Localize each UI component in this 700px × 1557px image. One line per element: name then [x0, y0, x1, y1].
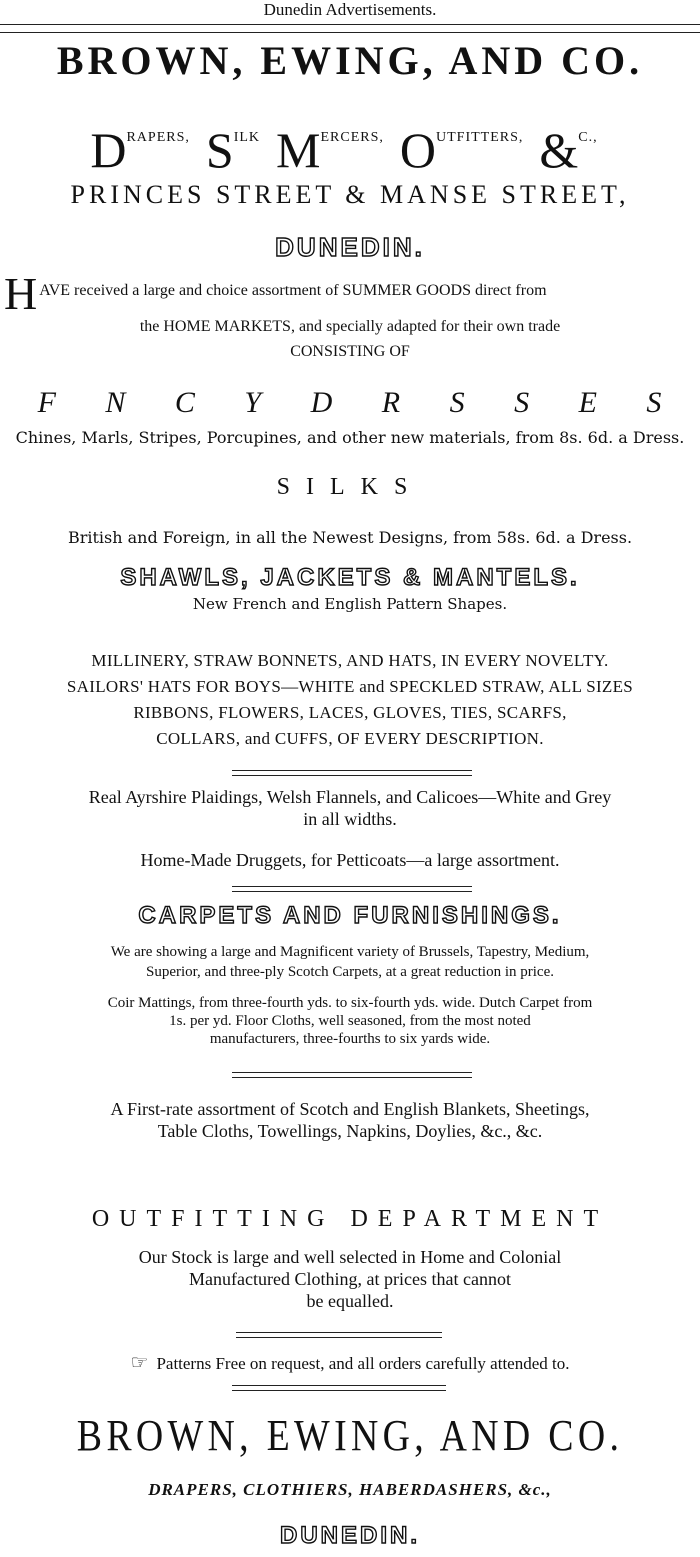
plaidings-line: in all widths.: [303, 809, 397, 829]
intro-line-2: the HOME MARKETS, and specially adapted for their own trade: [139, 318, 561, 335]
patterns-line: [0, 1350, 700, 1375]
carpets-heading: CARPETS AND FURNISHINGS.: [138, 902, 562, 929]
trade-etc: &C.,: [539, 122, 598, 178]
druggets-text: Home-Made Druggets, for Petticoats—a large assortment.: [140, 850, 560, 870]
running-title: Dunedin Advertisements.: [263, 0, 437, 19]
trade-mercers: MERCERS,: [276, 122, 384, 178]
outfitting-line: Our Stock is large and well selected in Home and Colonial: [138, 1247, 562, 1267]
intro-line-1: AVE received a large and choice assortment of SUMMER GOODS direct from: [39, 282, 547, 299]
trade-outfitters: OUTFITTERS,: [399, 122, 524, 178]
divider: [232, 770, 472, 776]
silks-text: British and Foreign, in all the Newest Designs, from 58s. 6d. a Dress.: [67, 528, 633, 547]
outfitting-line: be equalled.: [306, 1291, 394, 1311]
shawls-heading: SHAWLS, JACKETS & MANTELS.: [120, 564, 580, 591]
firm-name: BROWN, EWING, AND CO.: [56, 38, 644, 83]
divider: [232, 1385, 446, 1391]
trade-silk: SILK: [205, 122, 261, 178]
millinery-line: RIBBONS, FLOWERS, LACES, GLOVES, TIES, SCARFS,: [133, 703, 567, 722]
plaidings-block: [0, 786, 700, 830]
city-heading: DUNEDIN.: [275, 232, 425, 262]
millinery-line: COLLARS, and CUFFS, OF EVERY DESCRIPTION.: [156, 729, 544, 748]
pointing-hand-icon: ☞: [130, 1352, 149, 1374]
shawls-text: New French and English Pattern Shapes.: [192, 595, 508, 613]
blankets-block: [0, 1098, 700, 1142]
trades-line: [0, 108, 700, 181]
millinery-block: [0, 648, 700, 752]
top-rule: [0, 24, 700, 25]
blankets-line: A First-rate assortment of Scotch and English Blankets, Sheetings,: [110, 1099, 590, 1119]
footer-firm-name: BROWN, EWING, AND CO.: [76, 1411, 624, 1460]
intro-line-3: CONSISTING OF: [290, 343, 410, 360]
top-rule-2: [0, 32, 700, 33]
coir-line: 1s. per yd. Floor Cloths, well seasoned, from the most noted: [169, 1013, 531, 1029]
drop-cap: H: [4, 268, 38, 319]
divider: [232, 886, 472, 892]
carpets-line: Superior, and three-ply Scotch Carpets, at a great reduction in price.: [145, 964, 554, 980]
coir-text: [0, 994, 700, 1048]
footer-city: DUNEDIN.: [279, 1522, 420, 1549]
intro-paragraph: [0, 270, 700, 364]
coir-line: manufacturers, three-fourths to six yards wide.: [209, 1031, 491, 1047]
trade-drapers: DRAPERS,: [90, 122, 190, 178]
outfitting-heading: OUTFITTING DEPARTMENT: [91, 1206, 609, 1232]
fancy-dresses-heading: F N C Y D R S S E S: [37, 386, 663, 419]
blankets-line: Table Cloths, Towellings, Napkins, Doylies, &c., &c.: [157, 1121, 543, 1141]
millinery-line: SAILORS' HATS FOR BOYS—WHITE and SPECKLED STRAW, ALL SIZES: [66, 677, 634, 696]
millinery-line: MILLINERY, STRAW BONNETS, AND HATS, IN EVERY NOVELTY.: [91, 651, 609, 670]
fancy-dresses-text: Chines, Marls, Stripes, Porcupines, and other new materials, from 8s. 6d. a Dress.: [15, 428, 685, 447]
address: PRINCES STREET & MANSE STREET,: [70, 180, 630, 209]
outfitting-text: [0, 1246, 700, 1312]
silks-heading: SILKS: [276, 474, 424, 500]
carpets-line: We are showing a large and Magnificent variety of Brussels, Tapestry, Medium,: [110, 944, 590, 960]
patterns-text: Patterns Free on request, and all orders carefully attended to.: [156, 1354, 570, 1373]
footer-descriptor: DRAPERS, CLOTHIERS, HABERDASHERS, &c.,: [148, 1480, 552, 1499]
plaidings-line: Real Ayrshire Plaidings, Welsh Flannels, and Calicoes—White and Grey: [88, 787, 612, 807]
outfitting-line: Manufactured Clothing, at prices that cannot: [189, 1269, 511, 1289]
carpets-text: [0, 942, 700, 982]
coir-line: Coir Mattings, from three-fourth yds. to six-fourth yds. wide. Dutch Carpet from: [107, 995, 593, 1011]
divider: [236, 1332, 442, 1338]
divider: [232, 1072, 472, 1078]
